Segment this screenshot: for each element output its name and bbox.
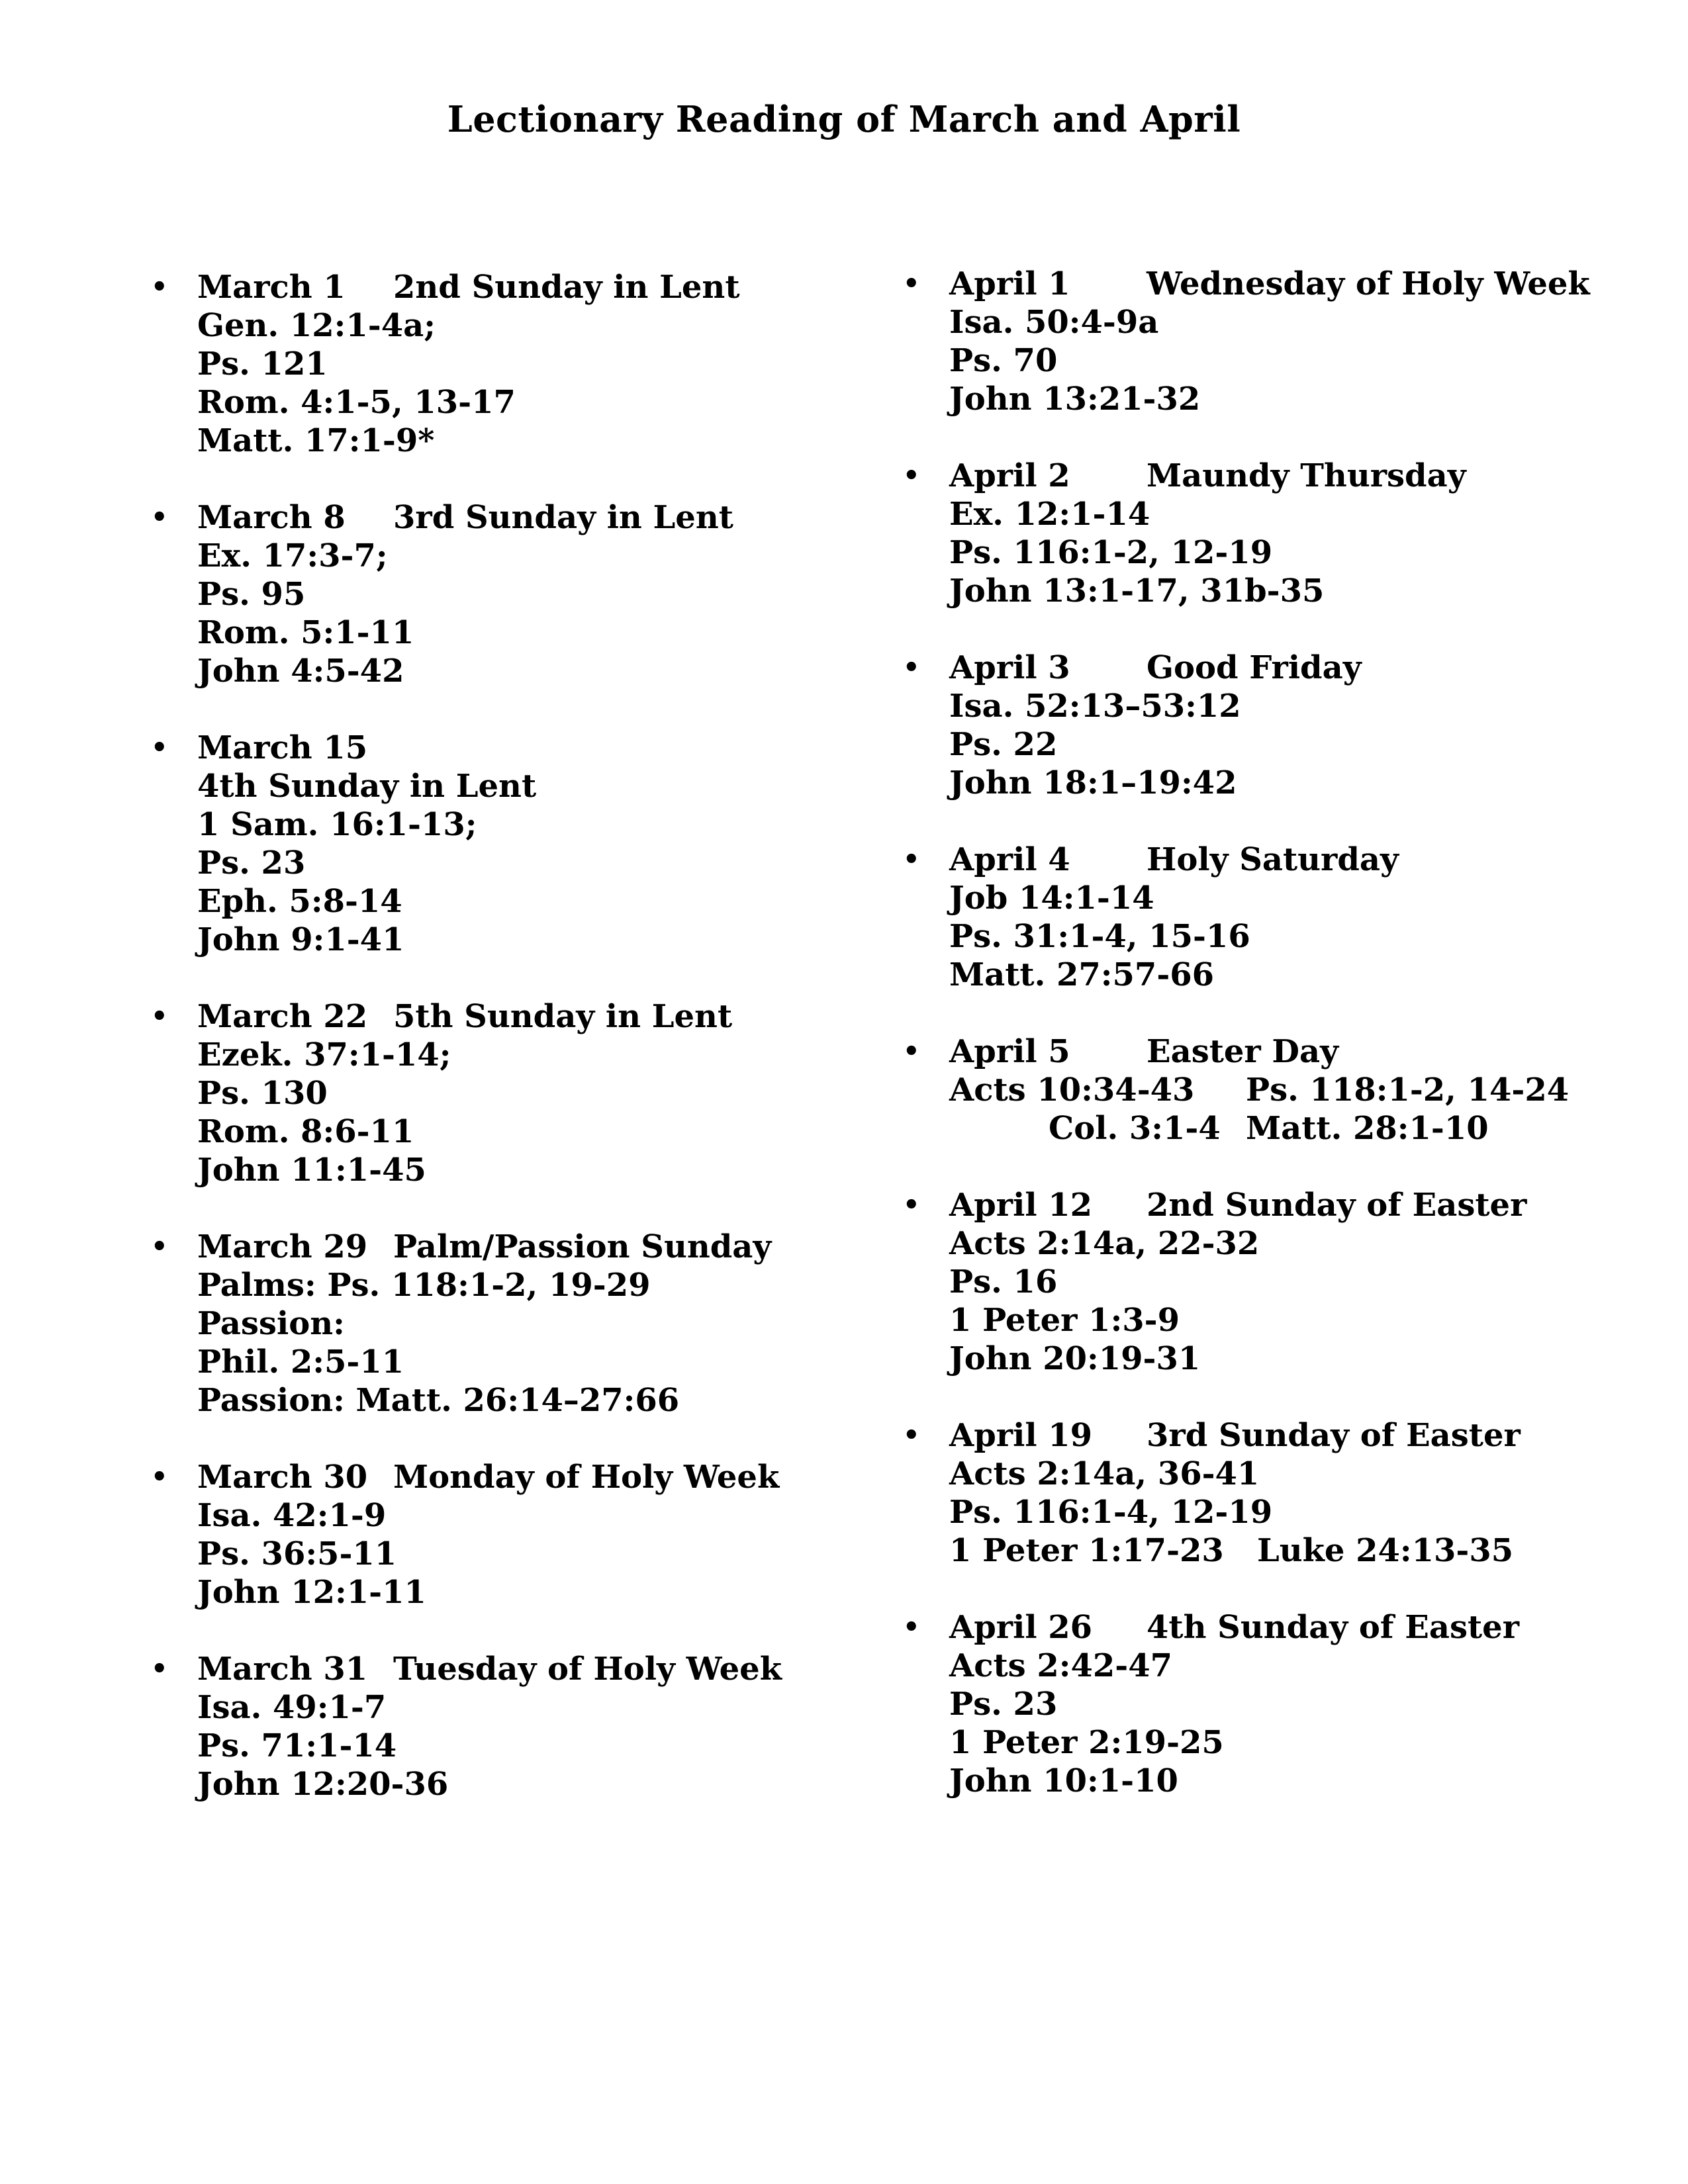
reading: Passion:	[197, 1305, 345, 1342]
bullet: •	[903, 1420, 920, 1451]
bullet: •	[903, 460, 920, 491]
bullet: •	[151, 1231, 168, 1262]
list-item	[0, 1186, 1590, 1378]
entry-date: March 15	[197, 729, 368, 766]
entry-occasion: 2nd Sunday of Easter	[1147, 1187, 1527, 1224]
entry-date: March 30	[197, 1459, 368, 1496]
entry-occasion: 3rd Sunday of Easter	[1147, 1417, 1521, 1454]
entry-occasion: Tuesday of Holy Week	[393, 1651, 782, 1688]
reading: Ex. 12:1-14	[949, 496, 1150, 533]
reading: Ex. 17:3-7;	[197, 537, 388, 574]
entry-occasion: 4th Sunday of Easter	[1147, 1609, 1519, 1646]
entry-date: April 1	[949, 265, 1070, 302]
entry-date: April 26	[949, 1609, 1093, 1646]
list-item	[0, 649, 1590, 802]
entry-occasion: 4th Sunday in Lent	[197, 768, 537, 805]
bullet: •	[151, 1653, 168, 1684]
reading: Ps. 36:5-11	[197, 1535, 397, 1572]
bullet: •	[903, 1612, 920, 1643]
reading: Matt. 27:57-66	[949, 956, 1215, 993]
reading: Ps. 71:1-14	[197, 1727, 397, 1764]
reading: John 12:20-36	[197, 1766, 449, 1803]
entry-date: March 8	[197, 499, 346, 536]
reading: Ps. 23	[949, 1686, 1058, 1723]
list-item	[0, 1608, 1590, 1800]
list-item	[0, 841, 1590, 994]
reading: Rom. 4:1-5, 13-17	[197, 384, 516, 421]
entry-date: March 22	[197, 998, 368, 1035]
reading: Isa. 50:4-9a	[949, 304, 1159, 341]
entry-occasion: 5th Sunday in Lent	[393, 998, 733, 1035]
reading: Ps. 118:1-2, 14-24	[1246, 1071, 1570, 1109]
reading: Ps. 116:1-2, 12-19	[949, 534, 1273, 571]
entry-occasion: 2nd Sunday in Lent	[393, 269, 740, 306]
bullet: •	[151, 732, 168, 763]
entry-occasion: Maundy Thursday	[1147, 457, 1466, 494]
bullet: •	[151, 1461, 168, 1492]
entry-occasion: Monday of Holy Week	[393, 1459, 780, 1496]
entry-date: April 3	[949, 649, 1070, 686]
bullet: •	[903, 844, 920, 875]
reading: Ps. 23	[197, 844, 306, 882]
reading: John 10:1-10	[949, 1762, 1178, 1799]
reading: Isa. 52:13–53:12	[949, 688, 1241, 725]
reading: Acts 2:42-47	[949, 1647, 1173, 1684]
reading: Luke 24:13-35	[1256, 1532, 1514, 1569]
reading: Ps. 22	[949, 726, 1058, 763]
reading: Ps. 16	[949, 1263, 1058, 1300]
reading: Ezek. 37:1-14;	[197, 1036, 451, 1073]
reading: John 4:5-42	[197, 653, 404, 690]
reading: John 11:1-45	[197, 1152, 426, 1189]
reading: Ps. 121	[197, 345, 328, 383]
entry-date: April 19	[949, 1417, 1093, 1454]
bullet: •	[903, 268, 920, 299]
reading: Ps. 116:1-4, 12-19	[949, 1494, 1273, 1531]
entry-date: April 12	[949, 1187, 1093, 1224]
reading: 1 Sam. 16:1-13;	[197, 806, 477, 843]
reading: Isa. 49:1-7	[197, 1689, 387, 1726]
list-item	[0, 265, 1590, 418]
reading: John 13:1-17, 31b-35	[949, 572, 1325, 610]
bullet: •	[903, 1189, 920, 1220]
entry-occasion: Holy Saturday	[1147, 841, 1399, 878]
reading: Ps. 70	[949, 342, 1058, 379]
reading: John 12:1-11	[197, 1574, 426, 1611]
reading: 1 Peter 1:17-23	[949, 1532, 1224, 1569]
entry-occasion: Good Friday	[1147, 649, 1362, 686]
reading: John 18:1–19:42	[949, 764, 1237, 801]
reading: Isa. 42:1-9	[197, 1497, 387, 1534]
reading: Passion: Matt. 26:14–27:66	[197, 1382, 680, 1419]
bullet: •	[151, 271, 168, 302]
reading: Ps. 31:1-4, 15-16	[949, 918, 1250, 955]
reading: 1 Peter 2:19-25	[949, 1724, 1224, 1761]
reading: Matt. 28:1-10	[1246, 1110, 1489, 1147]
entry-occasion: Palm/Passion Sunday	[393, 1228, 772, 1265]
reading: Rom. 5:1-11	[197, 614, 414, 651]
entry-date: April 4	[949, 841, 1070, 878]
reading: John 13:21-32	[949, 381, 1201, 418]
reading: 1 Peter 1:3-9	[949, 1302, 1180, 1339]
list-item	[0, 457, 1590, 610]
reading: Matt. 17:1-9*	[197, 422, 435, 459]
reading: Phil. 2:5-11	[197, 1343, 404, 1381]
bullet: •	[151, 1001, 168, 1032]
reading: Col. 3:1-4	[1049, 1110, 1221, 1147]
bullet: •	[903, 652, 920, 683]
page-title: Lectionary Reading of March and April	[447, 98, 1241, 140]
right-column-list	[0, 265, 1590, 1839]
reading: Job 14:1-14	[949, 880, 1154, 917]
reading: Acts 2:14a, 22-32	[949, 1225, 1260, 1262]
list-item	[0, 1032, 1590, 1148]
entry-date: March 29	[197, 1228, 368, 1265]
reading: Ps. 95	[197, 576, 306, 613]
entry-date: April 2	[949, 457, 1070, 494]
reading: Rom. 8:6-11	[197, 1113, 414, 1150]
entry-date: March 31	[197, 1651, 368, 1688]
reading: Gen. 12:1-4a;	[197, 307, 436, 344]
reading: Eph. 5:8-14	[197, 883, 402, 920]
reading: Acts 2:14a, 36-41	[949, 1455, 1260, 1492]
entry-date: March 1	[197, 269, 346, 306]
entry-occasion: Wednesday of Holy Week	[1147, 265, 1590, 302]
reading: John 20:19-31	[949, 1340, 1201, 1377]
bullet: •	[151, 502, 168, 533]
reading: Acts 10:34-43	[949, 1071, 1195, 1109]
entry-date: April 5	[949, 1033, 1070, 1070]
reading: Palms: Ps. 118:1-2, 19-29	[197, 1267, 651, 1304]
entry-occasion: Easter Day	[1147, 1033, 1339, 1070]
reading: Ps. 130	[197, 1075, 328, 1112]
bullet: •	[903, 1036, 920, 1067]
entry-occasion: 3rd Sunday in Lent	[393, 499, 733, 536]
reading: John 9:1-41	[197, 921, 404, 958]
list-item	[0, 1416, 1590, 1570]
